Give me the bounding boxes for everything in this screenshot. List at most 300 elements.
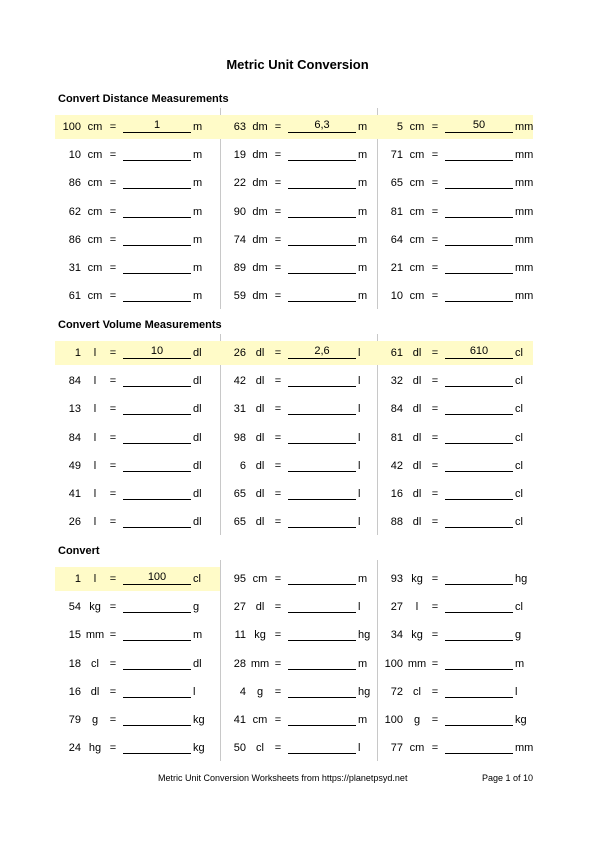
to-unit: m <box>358 149 368 162</box>
conversion-problem <box>377 510 533 534</box>
answer-blank[interactable] <box>123 514 191 528</box>
section-title: Convert <box>58 545 100 557</box>
quantity: 5 <box>396 121 403 133</box>
quantity: 13 <box>68 403 81 416</box>
conversion-problem <box>220 143 376 167</box>
answer-blank[interactable] <box>123 486 191 500</box>
section-title: Convert Distance Measurements <box>58 93 229 105</box>
from-unit: l <box>415 601 419 614</box>
answer-blank[interactable] <box>288 712 356 726</box>
problem-row <box>55 595 533 619</box>
to-unit: l <box>358 601 361 614</box>
to-unit: mm <box>515 121 534 133</box>
conversion-problem <box>55 369 211 393</box>
to-unit: l <box>193 685 196 698</box>
quantity: 10 <box>390 290 403 303</box>
problem-row <box>55 510 533 534</box>
conversion-problem <box>220 397 376 421</box>
to-unit: m <box>193 205 203 218</box>
answer-blank[interactable] <box>288 430 356 444</box>
answer-blank[interactable] <box>123 401 191 415</box>
equals-sign: = <box>109 375 117 388</box>
problem-row <box>55 736 533 760</box>
conversion-problem <box>55 143 211 167</box>
conversion-problem <box>377 397 533 421</box>
conversion-problem <box>377 228 533 252</box>
from-unit: cm <box>87 177 103 190</box>
answer-blank[interactable] <box>288 373 356 387</box>
answer-blank[interactable]: 10 <box>123 345 191 359</box>
equals-sign: = <box>109 459 117 472</box>
answer-blank[interactable]: 100 <box>123 571 191 585</box>
equals-sign: = <box>431 657 439 670</box>
answer-blank[interactable] <box>445 288 513 302</box>
quantity: 49 <box>68 459 81 472</box>
answer-blank[interactable] <box>445 514 513 528</box>
equals-sign: = <box>274 262 282 274</box>
conversion-problem <box>377 426 533 450</box>
equals-sign: = <box>274 459 282 472</box>
quantity: 61 <box>390 347 403 359</box>
conversion-problem <box>55 454 211 478</box>
conversion-problem <box>55 426 211 450</box>
to-unit: m <box>193 177 203 190</box>
conversion-problem <box>55 115 211 139</box>
answer-blank[interactable] <box>123 175 191 189</box>
answer-blank[interactable] <box>123 712 191 726</box>
answer-blank[interactable]: 50 <box>445 119 513 133</box>
equals-sign: = <box>274 347 282 359</box>
answer-blank[interactable] <box>288 571 356 585</box>
quantity: 59 <box>233 290 246 303</box>
example-row <box>55 115 533 139</box>
conversion-problem <box>55 341 211 365</box>
conversion-problem <box>377 708 533 732</box>
from-unit: l <box>93 516 97 529</box>
conversion-problem <box>377 652 533 676</box>
quantity: 42 <box>390 459 403 472</box>
equals-sign: = <box>431 488 439 500</box>
from-unit: cm <box>409 290 425 303</box>
to-unit: l <box>358 488 361 500</box>
conversion-problem <box>220 736 376 760</box>
from-unit: cl <box>413 685 421 698</box>
equals-sign: = <box>109 205 117 218</box>
equals-sign: = <box>431 149 439 162</box>
quantity: 41 <box>68 488 81 500</box>
from-unit: cm <box>87 262 103 274</box>
to-unit: mm <box>515 177 534 190</box>
conversion-problem <box>55 736 211 760</box>
conversion-problem <box>220 171 376 195</box>
answer-blank[interactable] <box>288 627 356 641</box>
answer-blank[interactable] <box>123 684 191 698</box>
equals-sign: = <box>109 403 117 416</box>
answer-blank[interactable] <box>445 684 513 698</box>
to-unit: kg <box>515 714 527 726</box>
answer-blank[interactable] <box>445 656 513 670</box>
answer-blank[interactable]: 610 <box>445 345 513 359</box>
problem-row <box>55 426 533 450</box>
from-unit: cm <box>87 290 103 303</box>
answer-blank[interactable] <box>123 147 191 161</box>
to-unit: m <box>193 149 203 162</box>
from-unit: dl <box>255 347 265 359</box>
from-unit: dl <box>412 431 422 444</box>
quantity: 65 <box>233 488 246 500</box>
equals-sign: = <box>431 742 439 755</box>
to-unit: m <box>193 233 203 246</box>
conversion-problem <box>377 454 533 478</box>
answer-blank[interactable] <box>445 147 513 161</box>
to-unit: dl <box>193 375 202 388</box>
conversion-problem <box>55 595 211 619</box>
quantity: 28 <box>233 657 246 670</box>
problem-row <box>55 200 533 224</box>
from-unit: l <box>93 375 97 388</box>
equals-sign: = <box>274 601 282 614</box>
answer-blank[interactable] <box>445 373 513 387</box>
quantity: 31 <box>68 262 81 274</box>
conversion-problem <box>377 369 533 393</box>
equals-sign: = <box>431 375 439 388</box>
quantity: 84 <box>68 375 81 388</box>
from-unit: dm <box>252 233 268 246</box>
page-title: Metric Unit Conversion <box>226 57 369 72</box>
equals-sign: = <box>431 685 439 698</box>
from-unit: dl <box>412 488 422 500</box>
conversion-problem <box>377 736 533 760</box>
conversion-problem <box>377 171 533 195</box>
equals-sign: = <box>431 459 439 472</box>
answer-blank[interactable] <box>123 656 191 670</box>
answer-blank[interactable] <box>123 232 191 246</box>
quantity: 90 <box>233 205 246 218</box>
answer-blank[interactable] <box>123 430 191 444</box>
from-unit: dl <box>255 488 265 500</box>
conversion-problem <box>55 623 211 647</box>
to-unit: l <box>358 431 361 444</box>
conversion-problem <box>377 115 533 139</box>
answer-blank[interactable] <box>123 373 191 387</box>
answer-blank[interactable] <box>288 740 356 754</box>
answer-blank[interactable] <box>445 175 513 189</box>
from-unit: cm <box>409 121 425 133</box>
equals-sign: = <box>109 685 117 698</box>
conversion-problem <box>377 341 533 365</box>
equals-sign: = <box>274 177 282 190</box>
answer-blank[interactable] <box>445 458 513 472</box>
problem-row <box>55 143 533 167</box>
example-row <box>55 567 533 591</box>
problem-row <box>55 284 533 308</box>
from-unit: l <box>93 488 97 500</box>
conversion-problem <box>377 143 533 167</box>
quantity: 4 <box>239 685 246 698</box>
equals-sign: = <box>109 714 117 726</box>
to-unit: l <box>358 742 361 755</box>
answer-blank[interactable] <box>123 288 191 302</box>
problem-row <box>55 482 533 506</box>
answer-blank[interactable] <box>445 627 513 641</box>
from-unit: g <box>256 685 264 698</box>
equals-sign: = <box>109 742 117 755</box>
quantity: 77 <box>390 742 403 755</box>
from-unit: dl <box>255 403 265 416</box>
from-unit: l <box>93 459 97 472</box>
from-unit: dl <box>255 431 265 444</box>
quantity: 100 <box>384 657 403 670</box>
answer-blank[interactable]: 1 <box>123 119 191 133</box>
to-unit: mm <box>515 149 534 162</box>
to-unit: cl <box>515 347 523 359</box>
from-unit: cl <box>91 657 99 670</box>
answer-blank[interactable]: 2,6 <box>288 345 356 359</box>
quantity: 27 <box>390 601 403 614</box>
problem-row <box>55 397 533 421</box>
from-unit: kg <box>411 573 423 585</box>
to-unit: kg <box>193 742 205 755</box>
equals-sign: = <box>431 233 439 246</box>
from-unit: dm <box>252 121 268 133</box>
quantity: 86 <box>68 177 81 190</box>
to-unit: mm <box>515 742 534 755</box>
answer-blank[interactable] <box>445 712 513 726</box>
quantity: 63 <box>233 121 246 133</box>
from-unit: mm <box>85 629 105 642</box>
answer-blank[interactable] <box>445 599 513 613</box>
conversion-problem <box>55 708 211 732</box>
equals-sign: = <box>274 573 282 585</box>
answer-blank[interactable] <box>445 232 513 246</box>
to-unit: mm <box>515 290 534 303</box>
answer-blank[interactable] <box>288 204 356 218</box>
quantity: 15 <box>68 629 81 642</box>
answer-blank[interactable] <box>288 232 356 246</box>
conversion-problem <box>220 652 376 676</box>
equals-sign: = <box>274 121 282 133</box>
to-unit: l <box>358 459 361 472</box>
answer-blank[interactable] <box>123 458 191 472</box>
answer-blank[interactable] <box>288 458 356 472</box>
quantity: 1 <box>74 573 81 585</box>
conversion-problem <box>220 115 376 139</box>
conversion-problem <box>55 482 211 506</box>
to-unit: m <box>358 205 368 218</box>
problem-row <box>55 680 533 704</box>
conversion-problem <box>377 623 533 647</box>
quantity: 21 <box>390 262 403 274</box>
answer-blank[interactable] <box>288 684 356 698</box>
from-unit: dm <box>252 290 268 303</box>
equals-sign: = <box>109 573 117 585</box>
quantity: 32 <box>390 375 403 388</box>
from-unit: cm <box>87 205 103 218</box>
from-unit: dl <box>412 375 422 388</box>
from-unit: mm <box>407 657 427 670</box>
answer-blank[interactable] <box>445 740 513 754</box>
answer-blank[interactable] <box>123 740 191 754</box>
quantity: 62 <box>68 205 81 218</box>
from-unit: dl <box>412 516 422 529</box>
equals-sign: = <box>431 205 439 218</box>
answer-blank[interactable] <box>288 401 356 415</box>
to-unit: m <box>193 290 203 303</box>
equals-sign: = <box>431 262 439 274</box>
answer-blank[interactable] <box>288 288 356 302</box>
to-unit: m <box>358 290 368 303</box>
equals-sign: = <box>274 488 282 500</box>
to-unit: hg <box>358 685 371 698</box>
conversion-problem <box>220 454 376 478</box>
quantity: 81 <box>390 205 403 218</box>
from-unit: dl <box>90 685 100 698</box>
answer-blank[interactable] <box>288 514 356 528</box>
equals-sign: = <box>431 403 439 416</box>
answer-blank[interactable]: 6,3 <box>288 119 356 133</box>
conversion-problem <box>220 708 376 732</box>
conversion-problem <box>220 482 376 506</box>
to-unit: dl <box>193 347 202 359</box>
equals-sign: = <box>274 205 282 218</box>
conversion-problem <box>220 256 376 280</box>
quantity: 18 <box>68 657 81 670</box>
conversion-problem <box>377 200 533 224</box>
answer-blank[interactable] <box>123 599 191 613</box>
from-unit: dl <box>412 347 422 359</box>
answer-blank[interactable] <box>288 599 356 613</box>
to-unit: mm <box>515 205 534 218</box>
answer-blank[interactable] <box>123 260 191 274</box>
answer-blank[interactable] <box>445 486 513 500</box>
conversion-problem <box>55 397 211 421</box>
from-unit: dl <box>412 459 422 472</box>
problem-row <box>55 708 533 732</box>
quantity: 79 <box>68 714 81 726</box>
quantity: 100 <box>384 714 403 726</box>
equals-sign: = <box>274 629 282 642</box>
answer-blank[interactable] <box>445 260 513 274</box>
conversion-problem <box>220 510 376 534</box>
conversion-problem <box>55 284 211 308</box>
equals-sign: = <box>431 431 439 444</box>
conversion-problem <box>377 256 533 280</box>
from-unit: cm <box>87 121 103 133</box>
to-unit: cl <box>515 375 523 388</box>
to-unit: l <box>358 347 361 359</box>
answer-blank[interactable] <box>123 204 191 218</box>
equals-sign: = <box>431 347 439 359</box>
equals-sign: = <box>274 657 282 670</box>
answer-blank[interactable] <box>288 147 356 161</box>
quantity: 10 <box>68 149 81 162</box>
conversion-problem <box>55 256 211 280</box>
equals-sign: = <box>274 742 282 755</box>
to-unit: cl <box>515 431 523 444</box>
to-unit: m <box>193 121 203 133</box>
to-unit: hg <box>358 629 371 642</box>
from-unit: cm <box>409 233 425 246</box>
equals-sign: = <box>431 177 439 190</box>
answer-blank[interactable] <box>445 430 513 444</box>
conversion-problem <box>220 341 376 365</box>
equals-sign: = <box>109 601 117 614</box>
quantity: 54 <box>68 601 81 614</box>
answer-blank[interactable] <box>445 401 513 415</box>
problem-row <box>55 652 533 676</box>
answer-blank[interactable] <box>288 656 356 670</box>
equals-sign: = <box>109 516 117 529</box>
from-unit: l <box>93 403 97 416</box>
equals-sign: = <box>109 488 117 500</box>
answer-blank[interactable] <box>288 175 356 189</box>
from-unit: dm <box>252 205 268 218</box>
conversion-problem <box>220 567 376 591</box>
from-unit: cm <box>409 149 425 162</box>
from-unit: cm <box>87 149 103 162</box>
from-unit: g <box>91 714 99 726</box>
quantity: 27 <box>233 601 246 614</box>
equals-sign: = <box>109 177 117 190</box>
to-unit: m <box>193 262 203 274</box>
quantity: 65 <box>390 177 403 190</box>
conversion-problem <box>55 228 211 252</box>
quantity: 86 <box>68 233 81 246</box>
answer-blank[interactable] <box>445 571 513 585</box>
to-unit: cl <box>515 601 523 614</box>
equals-sign: = <box>109 431 117 444</box>
to-unit: dl <box>193 459 202 472</box>
equals-sign: = <box>431 629 439 642</box>
answer-blank[interactable] <box>288 260 356 274</box>
quantity: 41 <box>233 714 246 726</box>
to-unit: g <box>515 629 522 642</box>
from-unit: cm <box>87 233 103 246</box>
from-unit: dm <box>252 262 268 274</box>
equals-sign: = <box>431 290 439 303</box>
to-unit: dl <box>193 403 202 416</box>
quantity: 26 <box>233 347 246 359</box>
to-unit: l <box>358 375 361 388</box>
quantity: 24 <box>68 742 81 755</box>
equals-sign: = <box>109 262 117 274</box>
to-unit: m <box>358 262 368 274</box>
from-unit: dm <box>252 177 268 190</box>
quantity: 89 <box>233 262 246 274</box>
problem-row <box>55 256 533 280</box>
quantity: 61 <box>68 290 81 303</box>
quantity: 6 <box>239 459 246 472</box>
quantity: 50 <box>233 742 246 755</box>
answer-blank[interactable] <box>288 486 356 500</box>
to-unit: m <box>515 657 525 670</box>
quantity: 16 <box>68 685 81 698</box>
conversion-problem <box>55 680 211 704</box>
equals-sign: = <box>109 149 117 162</box>
problem-row <box>55 369 533 393</box>
answer-blank[interactable] <box>123 627 191 641</box>
quantity: 11 <box>234 629 246 642</box>
to-unit: m <box>358 657 368 670</box>
answer-blank[interactable] <box>445 204 513 218</box>
to-unit: cl <box>515 403 523 416</box>
quantity: 42 <box>233 375 246 388</box>
conversion-problem <box>377 567 533 591</box>
equals-sign: = <box>274 290 282 303</box>
to-unit: l <box>358 403 361 416</box>
to-unit: dl <box>193 657 202 670</box>
from-unit: mm <box>250 657 270 670</box>
